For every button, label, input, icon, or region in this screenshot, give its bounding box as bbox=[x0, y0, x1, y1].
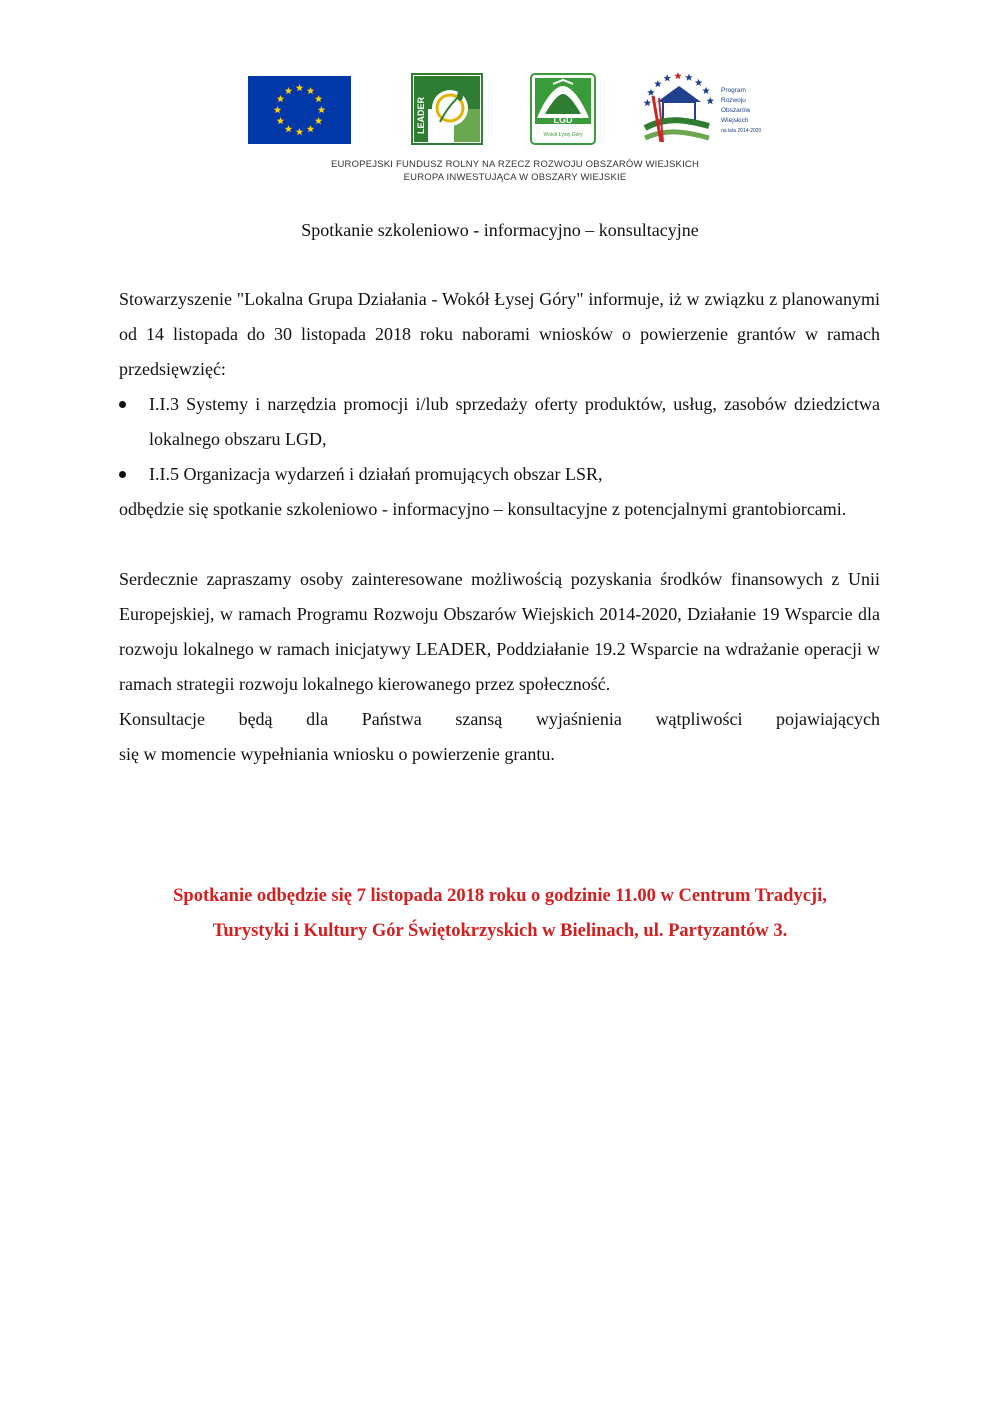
prow-star-icon bbox=[644, 99, 652, 106]
prow-line-3: Obszarów bbox=[721, 107, 751, 114]
prow-star-icon bbox=[695, 79, 703, 86]
svg-text:Program Rozwoju Ob bbox=[721, 87, 762, 134]
list-item: I.I.5 Organizacja wydarzeń i działań promujących obszar LSR, bbox=[119, 457, 880, 492]
meeting-details-line1: Spotkanie odbędzie się 7 listopada 2018 roku o godzinie 11.00 w Centrum Tradycji, bbox=[173, 886, 827, 906]
list-item: I.I.3 Systemy i narzędzia promocji i/lub sprzedaży oferty produktów, usług, zasobów dziedzictwa lokalnego obszaru LGD, bbox=[119, 387, 880, 457]
prow-line-5: na lata 2014-2020 bbox=[721, 128, 762, 134]
prow-line-4: Wiejskich bbox=[721, 117, 749, 124]
prow-star-icon bbox=[706, 97, 714, 104]
document-title: Spotkanie szkoleniowo - informacyjno – konsultacyjne bbox=[301, 220, 699, 240]
consultation-line-2: się w momencie wypełniania wniosku o powierzenie grantu. bbox=[119, 744, 555, 764]
project-list bbox=[119, 387, 880, 492]
leader-logo-icon bbox=[412, 74, 482, 144]
meeting-announcement-paragraph: odbędzie się spotkanie szkoleniowo - informacyjno – konsultacyjne z potencjalnymi grantobiorcami. bbox=[119, 499, 847, 519]
logo-bar bbox=[0, 68, 1000, 150]
fund-caption-line2: EUROPA INWESTUJĄCA W OBSZARY WIEJSKIE bbox=[403, 172, 627, 183]
prow-line-1: Program bbox=[721, 87, 746, 94]
leader-logo-text: LEADER bbox=[416, 96, 426, 134]
intro-paragraph: Stowarzyszenie "Lokalna Grupa Działania - Wokół Łysej Góry" informuje, iż w związku z planowanymi od 14 listopada do 30 listopada 2018 roku naborami wniosków o powierzenie grantów w ramach przedsięwzięć: bbox=[119, 289, 880, 379]
prow-star-icon bbox=[663, 74, 671, 81]
invitation-paragraph: Serdecznie zapraszamy osoby zainteresowane możliwością pozyskania środków finansowych z Unii Europejskiej, w ramach Programu Rozwoju Obszarów Wiejskich 2014-2020, Działanie 19 Wsparcie dla rozwoju lokalnego w ramach inicjatywy LEADER, Poddziałanie 19.2 Wsparcie na wdrażanie operacji w ramach strategii rozwoju lokalnego kierowanego przez społeczność. bbox=[119, 569, 880, 694]
lgd-logo-subtext: Wokół Łysej Góry bbox=[543, 132, 583, 138]
prow-star-icon bbox=[654, 80, 662, 87]
consultation-line-1: Konsultacje będą dla Państwa szansą wyjaśnienia wątpliwości pojawiających bbox=[119, 709, 880, 729]
lgd-logo-text: LGD bbox=[553, 115, 573, 125]
prow-line-2: Rozwoju bbox=[721, 97, 746, 104]
document-body bbox=[119, 282, 880, 772]
prow-star-icon bbox=[674, 72, 682, 79]
meeting-details bbox=[0, 879, 1000, 949]
prow-star-icon bbox=[647, 89, 655, 96]
fund-caption-line1: EUROPEJSKI FUNDUSZ ROLNY NA RZECZ ROZWOJU OBSZARÓW WIEJSKICH bbox=[330, 159, 700, 170]
prow-star-icon bbox=[702, 87, 710, 94]
eu-flag-icon bbox=[248, 76, 351, 144]
prow-star-icon bbox=[685, 74, 693, 81]
meeting-details-line2: Turystyki i Kultury Gór Świętokrzyskich w Bielinach, ul. Partyzantów 3. bbox=[212, 921, 788, 941]
lgd-logo-icon bbox=[531, 74, 595, 144]
prow-logo-icon bbox=[637, 68, 762, 148]
fund-caption bbox=[0, 158, 1000, 184]
